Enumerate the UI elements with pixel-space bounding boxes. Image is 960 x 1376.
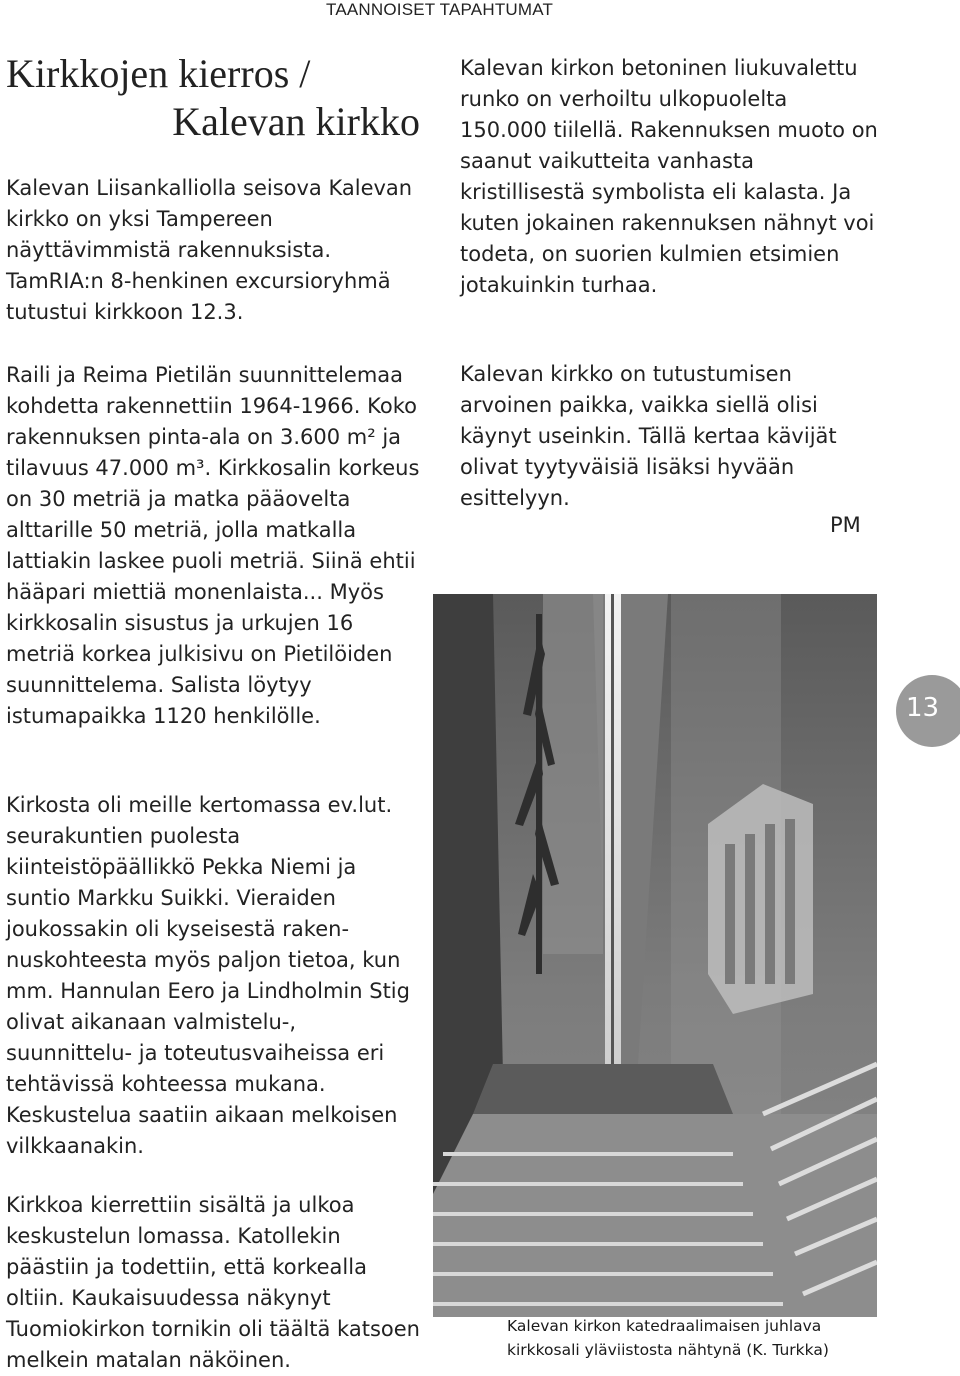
title-line-2: Kalevan kirkko xyxy=(172,99,420,144)
paragraph-text: Kalevan Liisankalliolla seisova Kalevan kirkko on yksi Tampereen näyttävimmistä rakennuksista. TamRIA:n 8-henkinen excursioryhmä tutustui kirkkoon 12.3. xyxy=(6,176,413,324)
title-line-1: Kirkkojen kierros / xyxy=(6,51,311,96)
article-title xyxy=(6,50,420,146)
paragraph-text: Raili ja Reima Pietilän suunnittelemaa kohdetta rakennettiin 1964-1966. Koko rakennuksen pinta-ala on 3.600 m² ja tilavuus 47.000 m³. Kirkkosalin korkeus on 30 metriä ja matka pääovelta alttarille 50 metriä, jolla matkalla lattiakin laskee puoli metriä. Siinä ehtii hääpari miettiä monenlaista... Myös kirkkosalin sisustus ja urkujen 16 metriä korkea julkisivu on Pietilöiden suunnittelema. Salista löytyy istumapaikka 1120 henkilölle. xyxy=(6,363,420,728)
right-paragraph-1 xyxy=(460,53,880,301)
left-paragraph-1 xyxy=(6,173,424,328)
right-paragraph-2 xyxy=(460,359,880,514)
paragraph-text: Kalevan kirkon betoninen liukuvalettu runko on verhoiltu ulkopuolelta 150.000 tiilellä. Rakennuksen muoto on saanut vaikutteita vanhasta kristillisestä symbolista eli kalasta. Ja kuten jokainen rakennuksen nähnyt voi todeta, on suorien kulmien etsimien jotakuinkin turhaa. xyxy=(460,56,878,297)
section-label: TAANNOISET TAPAHTUMAT xyxy=(326,0,554,19)
photo-caption: Kalevan kirkon katedraalimaisen juhlava kirkkosali yläviistosta nähtynä (K. Turkka) xyxy=(507,1317,829,1359)
paragraph-text: Kirkkoa kierrettiin sisältä ja ulkoa keskustelun lomassa. Katollekin päästiin ja todettiin, että korkealla oltiin. Kaukaisuudessa näkynyt Tuomiokirkon tornikin oli täältä katsoen melkein matalan näköinen. xyxy=(6,1193,420,1372)
left-paragraph-3 xyxy=(6,790,424,1162)
left-paragraph-4 xyxy=(6,1190,424,1376)
page-number: 13 xyxy=(906,693,940,723)
church-interior-photo xyxy=(433,594,877,1317)
paragraph-text: Kirkosta oli meille kertomassa ev.lut. seurakuntien puolesta kiinteistöpäällikkö Pekka Niemi ja suntio Markku Suikki. Vieraiden joukossakin oli kyseisestä rakennuskohteesta myös paljon tietoa, kun mm. Hannulan Eero ja Lindholmin Stig olivat aikanaan valmistelu-, suunnittelu- ja toteutusvaiheissa eri tehtävissä kohteessa mukana. Keskustelua saatiin aikaan melkoisen vilkkaanakin. xyxy=(6,793,410,1158)
page-number-badge xyxy=(896,675,960,747)
paragraph-text: Kalevan kirkko on tutustumisen arvoinen paikka, vaikka siellä olisi käynyt useinkin. Tällä kertaa kävijät olivat tyytyväisiä lisäksi hyvään esittelyyn. xyxy=(460,362,837,510)
author-signature: PM xyxy=(830,513,861,537)
photo-illustration xyxy=(433,594,877,1317)
left-paragraph-2 xyxy=(6,360,424,732)
